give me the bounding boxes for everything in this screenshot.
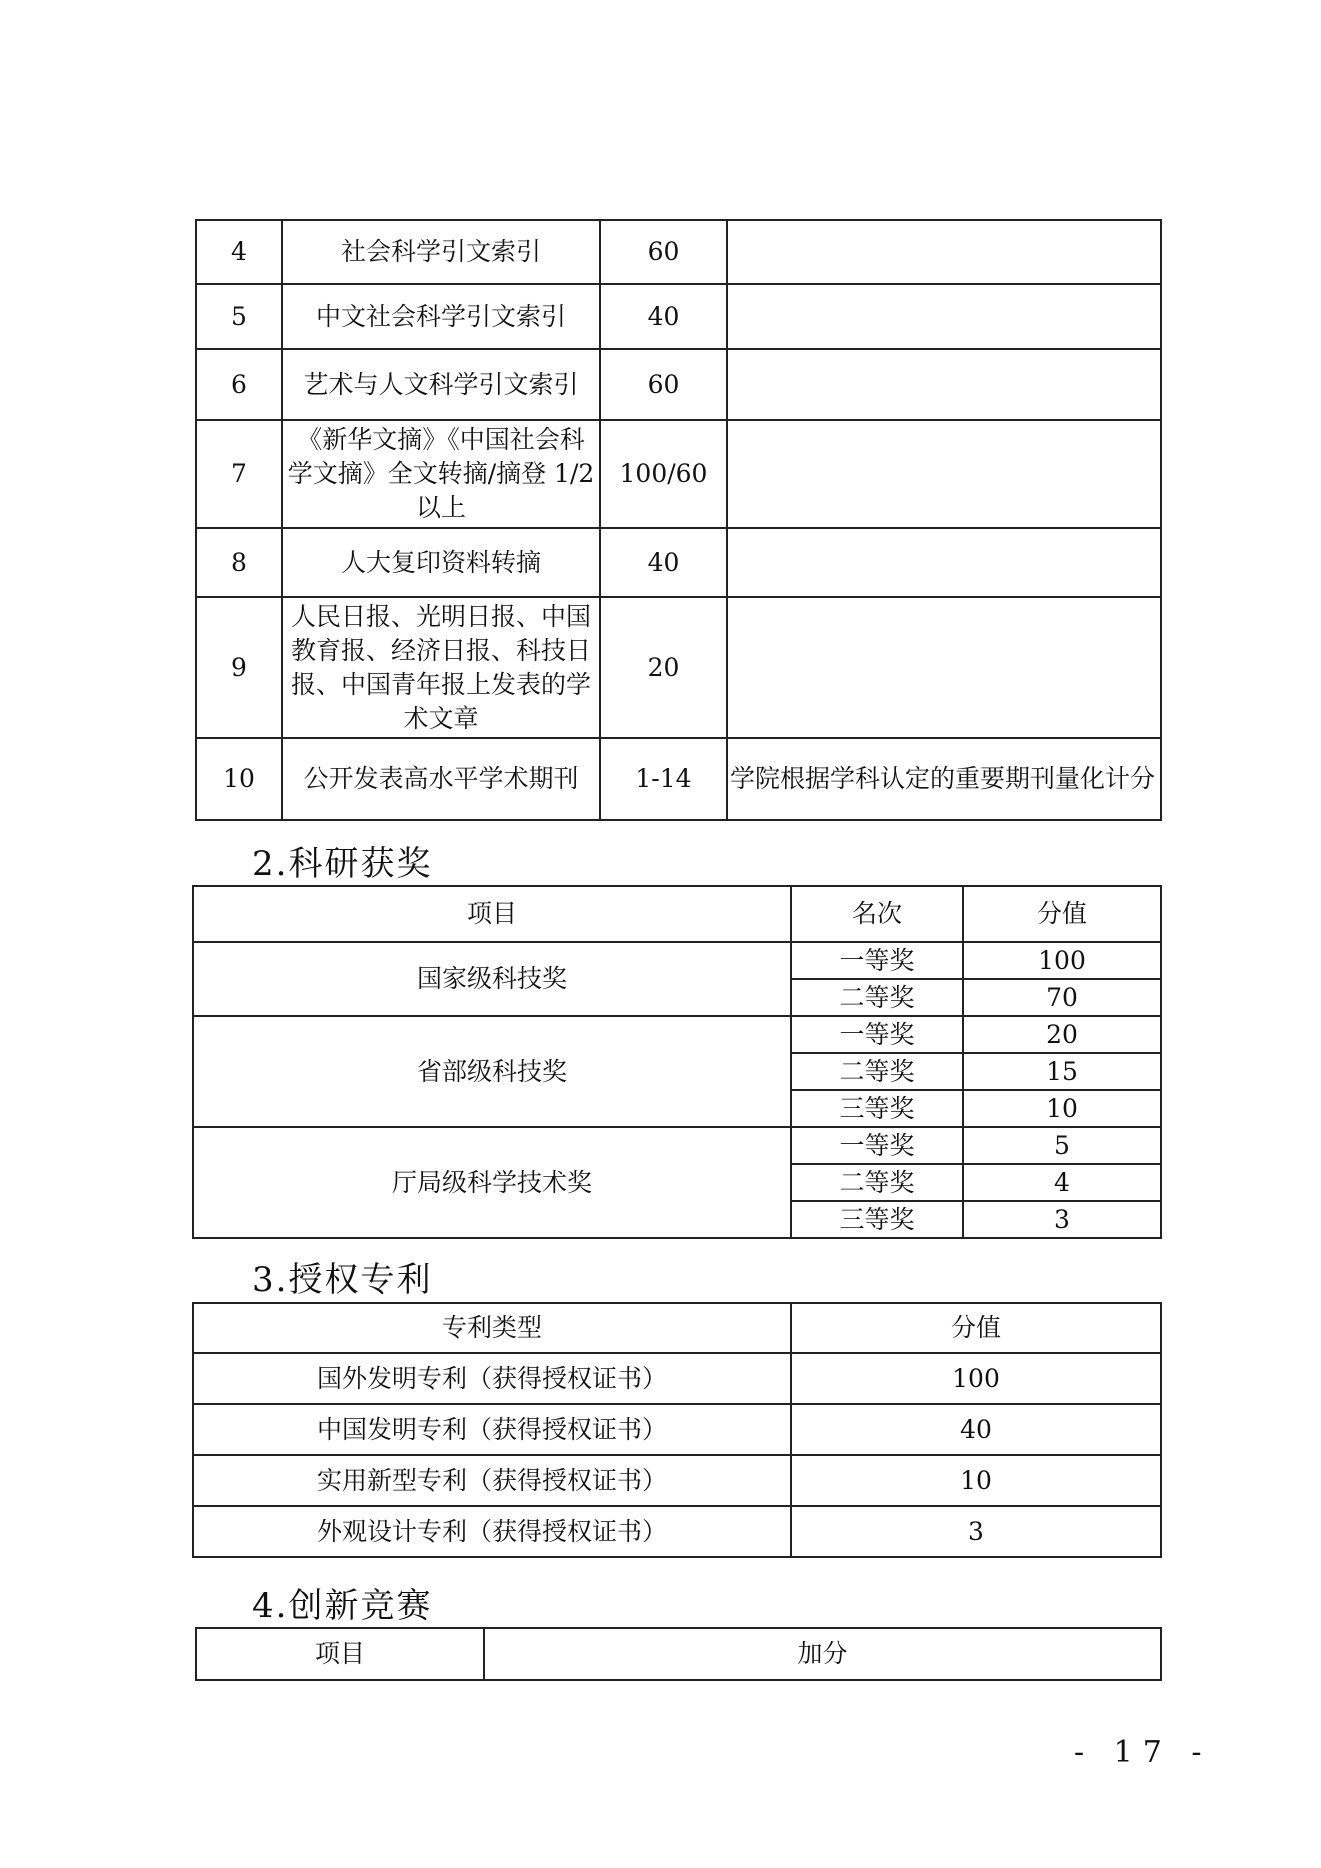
patent-type: 国外发明专利（获得授权证书） — [193, 1353, 791, 1404]
row-score: 20 — [600, 597, 727, 738]
award-group: 国家级科技奖 — [193, 942, 791, 1016]
award-score: 20 — [963, 1016, 1161, 1053]
row-item: 艺术与人文科学引文索引 — [282, 349, 600, 420]
row-number: 10 — [196, 738, 282, 820]
header-bonus: 加分 — [484, 1628, 1161, 1680]
award-rank: 二等奖 — [791, 979, 963, 1016]
row-item: 人大复印资料转摘 — [282, 528, 600, 597]
patent-type: 实用新型专利（获得授权证书） — [193, 1455, 791, 1506]
patent-score: 10 — [791, 1455, 1161, 1506]
row-number: 4 — [196, 220, 282, 284]
row-item: 公开发表高水平学术期刊 — [282, 738, 600, 820]
row-note — [727, 420, 1161, 528]
award-rank: 二等奖 — [791, 1053, 963, 1090]
row-score: 100/60 — [600, 420, 727, 528]
row-score: 60 — [600, 220, 727, 284]
row-note: 学院根据学科认定的重要期刊量化计分 — [727, 738, 1161, 820]
award-rank: 二等奖 — [791, 1164, 963, 1201]
table-row — [196, 349, 1161, 420]
page-number: - 17 - — [1074, 1735, 1212, 1770]
row-item: 社会科学引文索引 — [282, 220, 600, 284]
award-group: 厅局级科学技术奖 — [193, 1127, 791, 1238]
patent-score: 40 — [791, 1404, 1161, 1455]
header-patent-type: 专利类型 — [193, 1303, 791, 1353]
row-score: 40 — [600, 284, 727, 349]
award-group: 省部级科技奖 — [193, 1016, 791, 1127]
award-rank: 三等奖 — [791, 1201, 963, 1238]
patent-score: 100 — [791, 1353, 1161, 1404]
table-row — [196, 284, 1161, 349]
section-heading-patents: 3.授权专利 — [252, 1260, 433, 1300]
award-score: 100 — [963, 942, 1161, 979]
row-number: 6 — [196, 349, 282, 420]
table-header-row — [196, 1628, 1161, 1680]
award-score: 10 — [963, 1090, 1161, 1127]
patents-table — [192, 1302, 1162, 1558]
row-number: 5 — [196, 284, 282, 349]
award-rank: 一等奖 — [791, 1127, 963, 1164]
table-row — [193, 1353, 1161, 1404]
table-header-row — [193, 1303, 1161, 1353]
table-row — [196, 420, 1161, 528]
patent-type: 中国发明专利（获得授权证书） — [193, 1404, 791, 1455]
table-row — [196, 597, 1161, 738]
award-score: 70 — [963, 979, 1161, 1016]
patent-type: 外观设计专利（获得授权证书） — [193, 1506, 791, 1557]
award-score: 5 — [963, 1127, 1161, 1164]
header-rank: 名次 — [791, 886, 963, 942]
journals-table — [195, 219, 1162, 821]
table-row — [193, 1506, 1161, 1557]
row-item: 中文社会科学引文索引 — [282, 284, 600, 349]
table-row — [196, 738, 1161, 820]
award-rank: 一等奖 — [791, 1016, 963, 1053]
row-number: 9 — [196, 597, 282, 738]
award-rank: 三等奖 — [791, 1090, 963, 1127]
section-heading-awards: 2.科研获奖 — [252, 844, 433, 884]
row-score: 60 — [600, 349, 727, 420]
competitions-table — [195, 1627, 1162, 1681]
table-row — [193, 1127, 1161, 1164]
table-row — [196, 528, 1161, 597]
table-header-row — [193, 886, 1161, 942]
header-score: 分值 — [963, 886, 1161, 942]
header-item: 项目 — [193, 886, 791, 942]
table-row — [193, 1404, 1161, 1455]
award-rank: 一等奖 — [791, 942, 963, 979]
row-note — [727, 284, 1161, 349]
row-note — [727, 349, 1161, 420]
row-item: 人民日报、光明日报、中国教育报、经济日报、科技日报、中国青年报上发表的学术文章 — [282, 597, 600, 738]
row-note — [727, 528, 1161, 597]
row-number: 7 — [196, 420, 282, 528]
row-number: 8 — [196, 528, 282, 597]
section-heading-competitions: 4.创新竞赛 — [252, 1586, 433, 1626]
award-score: 15 — [963, 1053, 1161, 1090]
patent-score: 3 — [791, 1506, 1161, 1557]
row-score: 40 — [600, 528, 727, 597]
row-item: 《新华文摘》《中国社会科学文摘》全文转摘/摘登 1/2 以上 — [282, 420, 600, 528]
award-score: 4 — [963, 1164, 1161, 1201]
award-score: 3 — [963, 1201, 1161, 1238]
row-score: 1-14 — [600, 738, 727, 820]
header-score: 分值 — [791, 1303, 1161, 1353]
table-row — [193, 1455, 1161, 1506]
table-row — [196, 220, 1161, 284]
row-note — [727, 597, 1161, 738]
table-row — [193, 942, 1161, 979]
row-note — [727, 220, 1161, 284]
table-row — [193, 1016, 1161, 1053]
awards-table — [192, 885, 1162, 1239]
header-item: 项目 — [196, 1628, 484, 1680]
